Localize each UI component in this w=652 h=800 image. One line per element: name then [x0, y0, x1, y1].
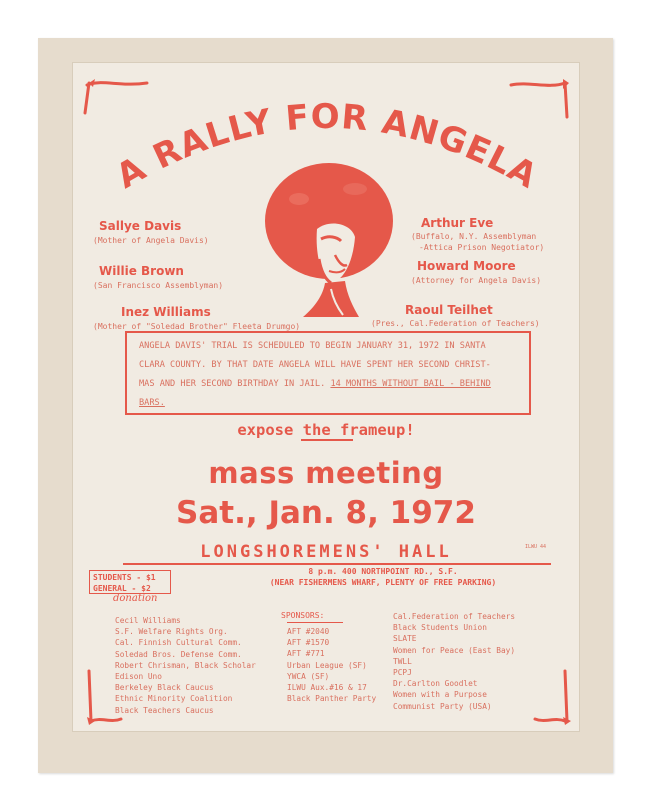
speaker-desc-arthur-eve-1: (Buffalo, N.Y. Assemblyman: [411, 232, 537, 241]
sponsors-heading: SPONSORS:: [281, 611, 325, 620]
trial-notice-line-4: BARS.: [139, 398, 165, 408]
sponsor-item: Cecil Williams: [115, 616, 181, 625]
sponsor-item: Dr.Carlton Goodlet: [393, 679, 478, 689]
sponsor-item: Soledad Bros. Defense Comm.: [115, 649, 242, 659]
meeting-date: Sat., Jan. 8, 1972: [176, 495, 476, 531]
sponsors-underline: [287, 622, 343, 623]
meeting-address-line-2: (NEAR FISHERMENS WHARF, PLENTY OF FREE PARKING): [269, 578, 497, 587]
trial-notice-text: [139, 337, 525, 413]
speaker-desc-willie-brown: (San Francisco Assemblyman): [93, 281, 224, 290]
sponsor-item: Ethnic Minority Coalition: [115, 694, 233, 704]
meeting-venue: LONGSHOREMENS' HALL: [200, 542, 452, 562]
expose-slogan: expose the frameup!: [237, 421, 415, 439]
sponsors-column-1: [115, 615, 256, 716]
sponsor-item: Black Teachers Caucus: [115, 705, 214, 715]
venue-divider: [123, 563, 551, 565]
speaker-desc-arthur-eve-2: -Attica Prison Negotiator): [419, 243, 545, 252]
sponsor-item: AFT #1570: [287, 638, 330, 648]
expose-underline: [301, 439, 353, 441]
speaker-desc-sallye-davis: (Mother of Angela Davis): [93, 236, 209, 245]
sponsor-item: Berkeley Black Caucus: [115, 683, 214, 693]
mass-meeting-heading: mass meeting: [208, 456, 444, 490]
meeting-address: [213, 566, 553, 588]
speaker-name-willie-brown: Willie Brown: [99, 264, 184, 278]
sponsor-item: ILWU Aux.#16 & 17: [287, 682, 367, 692]
trial-notice-line-2: CLARA COUNTY. BY THAT DATE ANGELA WILL HAVE SPENT HER SECOND CHRIST-: [139, 360, 491, 370]
sponsor-item: Edison Uno: [115, 671, 162, 681]
trial-notice-line-1: ANGELA DAVIS' TRIAL IS SCHEDULED TO BEGIN JANUARY 31, 1972 IN SANTA: [139, 341, 486, 351]
sponsor-item: PCPJ: [393, 667, 412, 677]
sponsor-item: AFT #771: [287, 649, 325, 659]
admission-prices: [89, 570, 171, 594]
trial-notice-box: [125, 331, 531, 415]
price-students: STUDENTS - $1: [93, 573, 156, 582]
speaker-name-arthur-eve: Arthur Eve: [421, 216, 494, 230]
speaker-name-howard-moore: Howard Moore: [417, 259, 516, 273]
sponsor-item: Women for Peace (East Bay): [393, 645, 516, 655]
meeting-address-line-1: 8 p.m. 400 NORTHPOINT RD., S.F.: [308, 567, 458, 576]
sponsor-item: Urban League (SF): [287, 660, 367, 670]
trial-notice-line-3b: 14 MONTHS WITHOUT BAIL - BEHIND: [330, 379, 491, 389]
sponsor-item: YWCA (SF): [287, 671, 330, 681]
sponsor-item: Women with a Purpose: [393, 690, 487, 700]
corner-ornament-bottom-right: [531, 667, 575, 727]
trial-notice-line-3a: MAS AND HER SECOND BIRTHDAY IN JAIL.: [139, 379, 326, 389]
sponsor-item: Cal. Finnish Cultural Comm.: [115, 638, 242, 648]
sponsor-item: SLATE: [393, 634, 417, 644]
speaker-desc-inez-williams: (Mother of "Soledad Brother" Fleeta Drumgo): [93, 322, 301, 331]
sponsors-column-3: [393, 611, 515, 712]
speaker-name-raoul-teilhet: Raoul Teilhet: [405, 303, 493, 317]
sponsor-item: Communist Party (USA): [393, 701, 492, 711]
trial-notice-line-3: [139, 375, 525, 394]
speaker-desc-raoul-teilhet: (Pres., Cal.Federation of Teachers): [371, 319, 540, 328]
speaker-name-sallye-davis: Sallye Davis: [99, 219, 182, 233]
sponsor-item: Cal.Federation of Teachers: [393, 612, 516, 621]
sponsor-item: S.F. Welfare Rights Org.: [115, 627, 228, 637]
sponsor-item: AFT #2040: [287, 627, 330, 636]
sponsor-item: Black Students Union: [393, 623, 487, 633]
price-general: GENERAL - $2: [93, 584, 151, 593]
sponsor-item: Robert Chrisman, Black Scholar: [115, 660, 256, 670]
angela-portrait: [259, 159, 399, 319]
poster-title-text: A RALLY FOR ANGELA: [109, 96, 545, 197]
sponsors-column-2: [287, 626, 376, 704]
speaker-name-inez-williams: Inez Williams: [121, 305, 211, 319]
speaker-desc-howard-moore: (Attorney for Angela Davis): [411, 276, 542, 285]
union-stamp: ILWU 44: [525, 544, 547, 550]
poster: [72, 62, 580, 732]
sponsor-item: TWLL: [393, 656, 412, 666]
donation-label: donation: [113, 593, 158, 604]
sponsor-item: Black Panther Party: [287, 694, 377, 704]
